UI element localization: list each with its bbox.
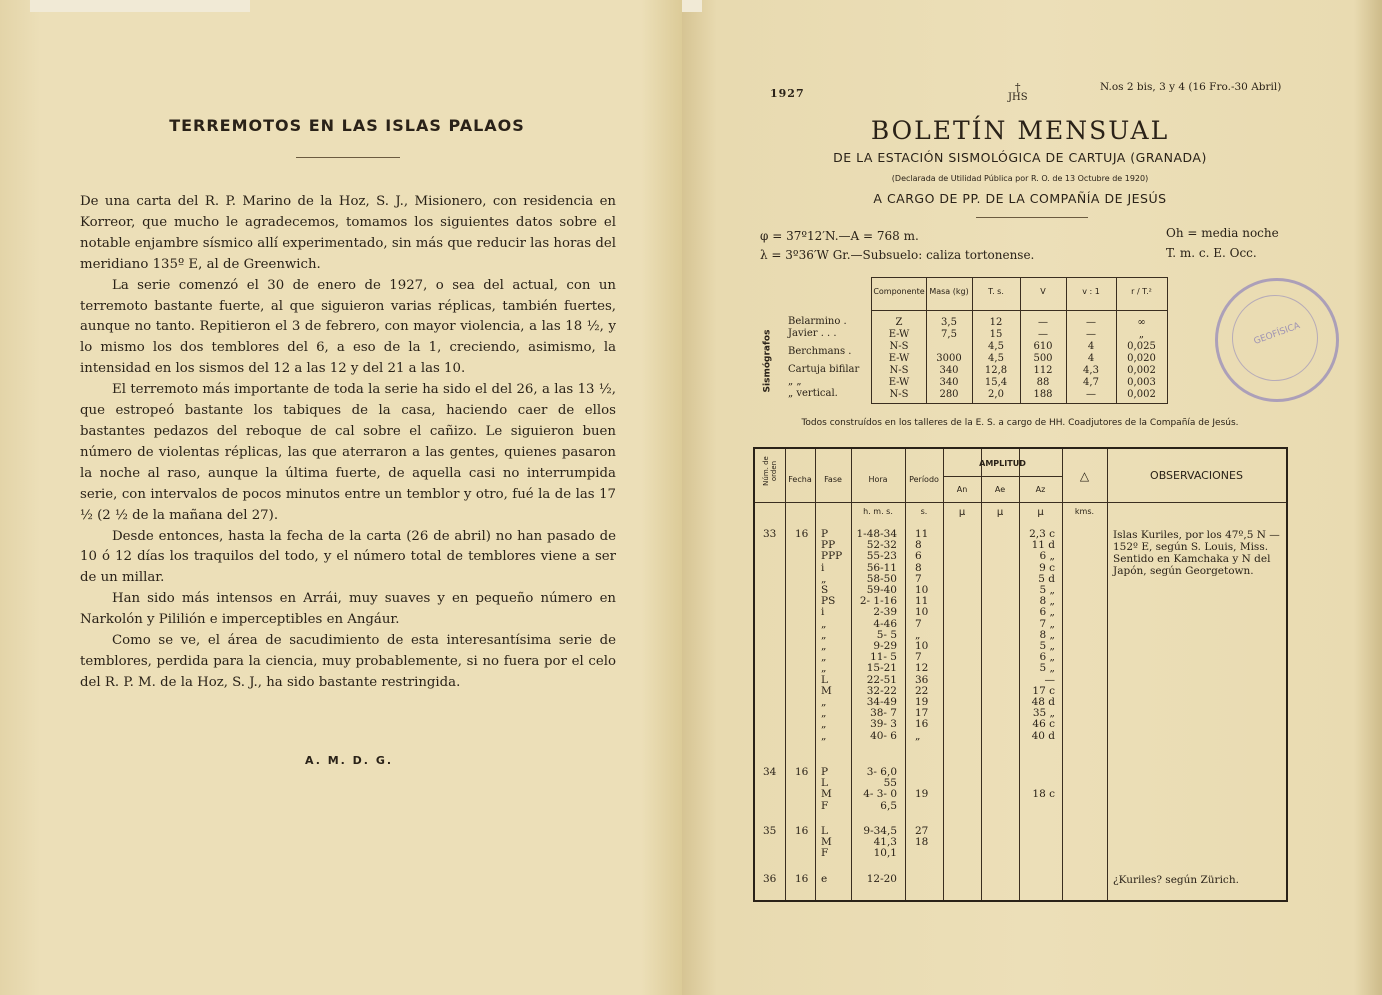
time-cell: 6,5 xyxy=(880,799,897,812)
instrument-cell: 112 xyxy=(1033,365,1053,376)
row-date: 16 xyxy=(795,873,809,885)
instrument-cell: — xyxy=(1086,389,1096,400)
amplitude-az-cell: 18 c xyxy=(1032,788,1055,801)
phase-cell: „ xyxy=(821,718,827,731)
instrument-cell: 7,5 xyxy=(941,329,957,340)
period-cell: 11 xyxy=(915,595,929,608)
declaration-note: (Declarada de Utilidad Pública por R. O. de 13 Octubre de 1920) xyxy=(891,174,1149,183)
phase-cell: L xyxy=(821,673,828,686)
observation-text: ¿Kuriles? según Zürich. xyxy=(1113,874,1239,886)
time-cell: 1-48-34 xyxy=(856,528,897,540)
amplitude-rule xyxy=(943,476,1062,477)
instrument-cell: 340 xyxy=(939,365,959,376)
period-cell: 7 xyxy=(915,651,922,664)
amplitude-az-cell: 5 „ xyxy=(1039,584,1055,596)
phase-cell: „ xyxy=(821,707,827,720)
amplitude-az-cell: 48 d xyxy=(1031,696,1055,708)
instrument-cell: E-W xyxy=(888,377,910,388)
row-date: 16 xyxy=(795,766,809,778)
instrument-cell: 2,0 xyxy=(988,389,1004,400)
phase-cell: F xyxy=(821,799,829,812)
unit-delta: kms. xyxy=(1074,507,1095,516)
period-cell: 7 xyxy=(915,617,922,630)
time-cell: 34-49 xyxy=(866,696,897,708)
phase-cell: „ xyxy=(821,662,827,675)
phase-cell: „ xyxy=(821,628,827,641)
unit-az: μ xyxy=(1037,507,1044,518)
instrument-cell: „ xyxy=(1138,329,1145,340)
header-delta: △ xyxy=(1079,469,1090,483)
header-an: An xyxy=(956,485,968,494)
time-cell: 55 xyxy=(883,777,897,790)
amplitude-az-cell: 40 d xyxy=(1031,729,1055,742)
instrument-cell: — xyxy=(1038,329,1048,340)
instrument-cell: 340 xyxy=(939,377,959,388)
time-origin: Oh = media noche xyxy=(1166,226,1279,240)
row-number: 34 xyxy=(763,766,777,778)
monogram: † JHS xyxy=(1008,81,1028,103)
instrument-cell: 15 xyxy=(989,329,1003,340)
instrument-name: Berchmans . xyxy=(788,346,852,357)
paragraph: Como se ve, el área de sacudimiento de esta interesantísima serie de temblores, perdida para la ciencia, muy probablemente, si no fuera por el celo del R. P. M. de la Hoz, S. J., ha sido bastante restringida. xyxy=(80,633,616,690)
phase-cell: PPP xyxy=(821,550,843,563)
phase-cell: M xyxy=(821,684,832,697)
time-cell: 40- 6 xyxy=(870,729,897,742)
instrument-header: r / T.² xyxy=(1131,287,1152,296)
phase-cell: L xyxy=(821,777,828,790)
phase-cell: P xyxy=(821,766,829,778)
instrument-cell: 4,5 xyxy=(988,353,1004,364)
period-cell: 36 xyxy=(915,673,929,686)
column-rule xyxy=(905,449,906,900)
row-number: 33 xyxy=(763,528,777,540)
instrument-cell: 15,4 xyxy=(984,377,1008,388)
instrument-cell: Z xyxy=(895,317,903,328)
amplitude-az-cell: 46 c xyxy=(1032,718,1055,731)
instrument-name: Javier . . . xyxy=(788,328,837,339)
period-cell: 6 xyxy=(915,550,922,563)
period-cell: 18 xyxy=(915,836,929,849)
issue-number: N.os 2 bis, 3 y 4 (16 Fro.-30 Abril) xyxy=(1100,81,1282,93)
instrument-cell: — xyxy=(1086,317,1096,328)
instrument-name: Belarmino . xyxy=(788,316,847,327)
time-cell: 9-34,5 xyxy=(863,825,897,837)
phase-cell: PS xyxy=(821,595,836,608)
time-cell: 15-21 xyxy=(866,662,897,675)
unit-periodo: s. xyxy=(920,507,928,516)
bulletin-title: BOLETÍN MENSUAL xyxy=(870,116,1170,145)
amplitude-az-cell: 8 „ xyxy=(1039,595,1055,608)
instrument-cell: 4 xyxy=(1087,353,1095,364)
instrument-cell: 188 xyxy=(1033,389,1053,400)
amplitude-az-cell: 6 „ xyxy=(1039,550,1055,563)
amplitude-az-cell: 8 „ xyxy=(1039,628,1055,641)
time-cell: 52-32 xyxy=(866,539,897,552)
bulletin-cargo: A CARGO DE PP. DE LA COMPAÑÍA DE JESÚS xyxy=(873,191,1167,206)
time-cell: 22-51 xyxy=(866,673,897,686)
period-cell: 19 xyxy=(915,696,929,708)
torn-edge xyxy=(30,0,250,12)
time-cell: 41,3 xyxy=(873,836,897,849)
period-cell: 11 xyxy=(915,528,929,540)
longitude-line: λ = 3º36′W Gr.—Subsuelo: caliza tortonense. xyxy=(760,248,1035,262)
amplitude-az-cell: 5 „ xyxy=(1039,640,1055,652)
earthquake-table xyxy=(753,447,1288,902)
instrument-cell: 280 xyxy=(939,389,959,400)
instrument-cell: 0,020 xyxy=(1127,353,1156,364)
phase-cell: „ xyxy=(821,617,827,630)
paragraph: De una carta del R. P. Marino de la Hoz, S. J., Misionero, con residencia en Korreor, que mucho le agradecemos, tomamos los siguientes datos sobre el notable enjambre sísmico allí experimentado, sin más que reducir las horas del meridiano 135º E, al de Greenwich. xyxy=(80,194,616,272)
time-cell: 39- 3 xyxy=(870,718,897,731)
period-cell: 8 xyxy=(915,539,922,552)
time-cell: 58-50 xyxy=(866,572,897,585)
period-cell: 12 xyxy=(915,662,929,675)
instrument-cell: 3000 xyxy=(936,353,962,364)
phase-cell: M xyxy=(821,836,832,849)
article-body xyxy=(80,192,616,694)
time-cell: 5- 5 xyxy=(876,628,897,641)
header-num: Núm. de orden xyxy=(762,456,778,486)
instrument-cell: 610 xyxy=(1033,341,1053,352)
library-stamp: GEOFÍSICA xyxy=(1215,278,1339,402)
article-title: TERREMOTOS EN LAS ISLAS PALAOS xyxy=(169,116,525,135)
row-date: 16 xyxy=(795,528,809,540)
period-cell: „ xyxy=(915,628,921,641)
header-az: Az xyxy=(1035,485,1046,494)
unit-hora: h. m. s. xyxy=(863,507,893,516)
instrument-cell: 12 xyxy=(989,317,1003,328)
paragraph: El terremoto más importante de toda la serie ha sido el del 26, a las 13 ½, que estropeó bastante los tabiques de la casa, haciendo caer de ellos bastantes pedazos del reboque de cal sobre el cañizo. Le siguieron buen número de violentas réplicas, las que aterraron a las gentes, quienes pasaron la noche al raso, aunque la última fuerte, de aquella casi no interrumpida serie, con intervalos de pocos minutos entre un temblor y otro, fué la de las 17 ½ (2 ½ de la mañana del 27). xyxy=(80,382,616,523)
instrument-cell: N-S xyxy=(889,365,909,376)
header-rule xyxy=(872,310,1167,311)
column-rule xyxy=(815,449,816,900)
seismographs-label: Sismógrafos xyxy=(762,329,773,393)
bulletin-subtitle: DE LA ESTACIÓN SISMOLÓGICA DE CARTUJA (GRANADA) xyxy=(833,150,1207,165)
row-number: 35 xyxy=(763,825,777,837)
instrument-header: Componente xyxy=(873,287,925,296)
instrument-cell: N-S xyxy=(889,341,909,352)
instrument-name: „ „ xyxy=(788,376,802,387)
instrument-cell: E-W xyxy=(888,353,910,364)
period-cell: 8 xyxy=(915,561,922,574)
time-cell: 55-23 xyxy=(866,550,897,563)
amplitude-az-cell: 35 „ xyxy=(1032,707,1055,720)
paragraph: Han sido más intensos en Arrái, muy suaves y en pequeño número en Narkolón y Pililión e imperceptibles en Angáur. xyxy=(80,591,616,628)
amplitude-az-cell: — xyxy=(1044,673,1055,686)
phase-cell: P xyxy=(821,528,829,540)
instrument-cell: 4,7 xyxy=(1083,377,1099,388)
row-date: 16 xyxy=(795,825,809,837)
column-rule xyxy=(1062,449,1063,900)
period-cell: 22 xyxy=(915,684,929,697)
paragraph: Desde entonces, hasta la fecha de la carta (26 de abril) no han pasado de 10 ó 12 días los traquilos del todo, y el número total de temblores viene a ser de un millar. xyxy=(80,528,616,586)
instrument-header: Masa (kg) xyxy=(929,287,969,296)
period-cell: 7 xyxy=(915,572,922,585)
header-ae: Ae xyxy=(994,485,1006,494)
amplitude-az-cell: 9 c xyxy=(1039,561,1055,574)
header-rule xyxy=(755,502,1286,503)
period-cell: 27 xyxy=(915,825,929,837)
unit-an: μ xyxy=(958,507,966,518)
instrument-cell: — xyxy=(1038,317,1048,328)
header-divider xyxy=(976,217,1088,218)
column-rule xyxy=(1107,449,1108,900)
time-cell: 56-11 xyxy=(866,561,897,574)
amplitude-az-cell: 11 d xyxy=(1031,539,1055,552)
instrument-cell: 4 xyxy=(1087,341,1095,352)
period-cell: 10 xyxy=(915,584,929,596)
header-periodo: Período xyxy=(909,475,939,484)
time-cell: 9-29 xyxy=(873,640,897,652)
phase-cell: PP xyxy=(821,539,836,552)
year-label: 1927 xyxy=(770,87,805,100)
instrument-cell: 500 xyxy=(1033,353,1053,364)
header-amplitud: AMPLITUD xyxy=(979,459,1026,468)
phase-cell: S xyxy=(821,584,829,596)
phase-cell: L xyxy=(821,825,828,837)
instrument-cell: 4,5 xyxy=(988,341,1004,352)
instrument-name: Cartuja bifilar xyxy=(788,364,860,375)
title-divider xyxy=(296,157,400,158)
torn-edge xyxy=(682,0,702,12)
amplitude-az-cell: 5 „ xyxy=(1039,662,1055,675)
instrument-cell: ∞ xyxy=(1137,317,1146,328)
phase-cell: „ xyxy=(821,640,827,652)
closing-signature: A. M. D. G. xyxy=(305,754,394,767)
amplitude-az-cell: 17 c xyxy=(1032,684,1055,697)
period-cell: 10 xyxy=(915,640,929,652)
instrument-cell: — xyxy=(1086,329,1096,340)
phase-cell: „ xyxy=(821,696,827,708)
latitude-line: φ = 37º12′N.—A = 768 m. xyxy=(760,229,919,243)
time-cell: 3- 6,0 xyxy=(866,766,897,778)
header-hora: Hora xyxy=(868,475,888,484)
observation-text: Islas Kuriles, por los 47º,5 N — 152º E, según S. Louis, Miss. Sentido en Kamchaka y N del Japón, según Georgetown. xyxy=(1113,529,1280,577)
time-cell: 11- 5 xyxy=(870,651,897,664)
time-cell: 4-46 xyxy=(873,617,897,630)
period-cell: 19 xyxy=(915,788,929,801)
period-cell: 10 xyxy=(915,606,929,619)
period-cell: „ xyxy=(915,729,921,742)
instrument-cell: 0,025 xyxy=(1127,341,1156,352)
period-cell: 16 xyxy=(915,718,929,731)
instrument-cell: 0,003 xyxy=(1127,377,1156,388)
amplitude-az-cell: 6 „ xyxy=(1039,651,1055,664)
time-cell: 4- 3- 0 xyxy=(863,788,897,801)
header-fecha: Fecha xyxy=(788,475,812,484)
phase-cell: „ xyxy=(821,729,827,742)
row-number: 36 xyxy=(763,873,777,885)
time-cell: 10,1 xyxy=(873,847,897,860)
construction-note: Todos construídos en los talleres de la E. S. a cargo de HH. Coadjutores de la Compañía de Jesús. xyxy=(801,418,1239,428)
instrument-cell: 88 xyxy=(1036,377,1050,388)
phase-cell: i xyxy=(821,561,825,574)
header-obs: OBSERVACIONES xyxy=(1150,469,1243,482)
instrument-cell: 4,3 xyxy=(1083,365,1099,376)
amplitude-az-cell: 7 „ xyxy=(1039,617,1055,630)
time-cell: 32-22 xyxy=(866,684,897,697)
instrument-cell: 12,8 xyxy=(984,365,1008,376)
phase-cell: „ xyxy=(821,651,827,664)
amplitude-az-cell: 6 „ xyxy=(1039,606,1055,619)
column-rule xyxy=(785,449,786,900)
time-cell: 12-20 xyxy=(866,873,897,885)
instrument-cell: 0,002 xyxy=(1127,365,1156,376)
time-cell: 59-40 xyxy=(866,584,897,596)
paragraph: La serie comenzó el 30 de enero de 1927, o sea del actual, con un terremoto bastante fuerte, al que siguieron varias réplicas, también fuertes, aunque no tanto. Repitieron el 3 de febrero, con mayor violencia, a las 18 ½, y lo mismo los dos temblores del 6, a eso de la 1, creciendo, asimismo, la intensidad en los sismos del 12 a las 12 y del 21 a las 10. xyxy=(80,277,616,377)
instrument-cell: 0,002 xyxy=(1127,389,1156,400)
phase-cell: M xyxy=(821,788,832,801)
instrument-cell: E-W xyxy=(888,329,910,340)
instrument-name: „ vertical. xyxy=(788,388,838,399)
instrument-header: v : 1 xyxy=(1082,287,1100,296)
instrument-cell: 3,5 xyxy=(941,317,957,328)
header-fase: Fase xyxy=(824,475,842,484)
phase-cell: e xyxy=(821,873,828,885)
time-cell: 2-39 xyxy=(873,606,897,619)
instrument-header: T. s. xyxy=(988,287,1004,296)
instrument-header: V xyxy=(1040,287,1046,296)
unit-ae: μ xyxy=(996,507,1004,518)
phase-cell: F xyxy=(821,847,829,860)
time-zone: T. m. c. E. Occ. xyxy=(1166,246,1257,260)
instrument-cell: N-S xyxy=(889,389,909,400)
time-cell: 2- 1-16 xyxy=(859,595,897,608)
amplitude-az-cell: 5 d xyxy=(1038,572,1055,585)
instrument-table xyxy=(871,277,1168,404)
time-cell: 38- 7 xyxy=(870,707,897,720)
amplitude-az-cell: 2,3 c xyxy=(1029,528,1055,540)
phase-cell: „ xyxy=(821,572,827,585)
period-cell: 17 xyxy=(915,707,929,720)
phase-cell: i xyxy=(821,606,825,619)
